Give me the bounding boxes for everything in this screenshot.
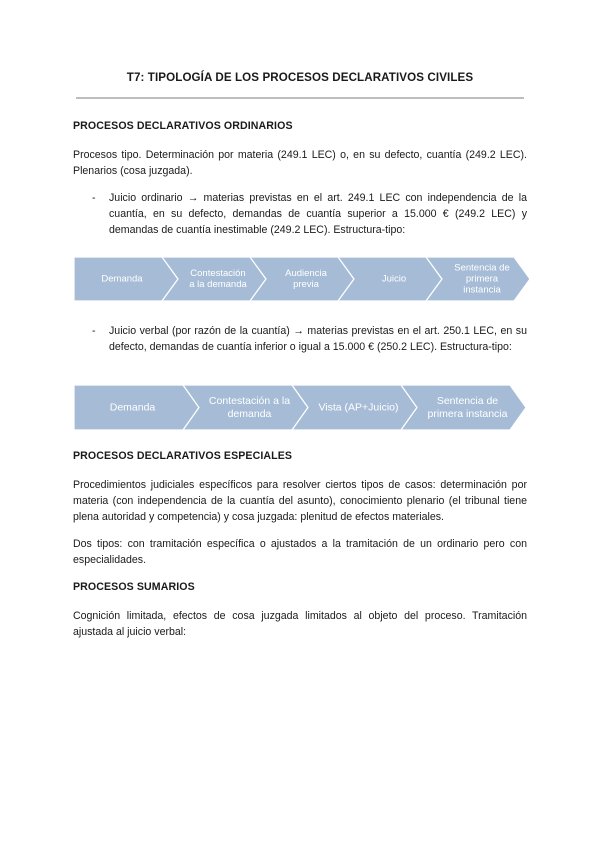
flow-step-label: Juicio xyxy=(381,273,407,285)
flow-step-label: demanda xyxy=(227,407,272,420)
flow-step xyxy=(162,257,266,301)
flow-step xyxy=(74,257,178,301)
flow-step-label: Demanda xyxy=(101,273,143,285)
sumarios-paragraph-1: Cognición limitada, efectos de cosa juzgada limitados al objeto del proceso. Tramitación ajustada al juicio verbal: xyxy=(73,610,527,638)
heading-ordinarios: PROCESOS DECLARATIVOS ORDINARIOS xyxy=(73,120,293,132)
flow-step-label: previa xyxy=(293,279,319,291)
especiales-paragraph-1: Procedimientos judiciales específicos para resolver ciertos tipos de casos: determinación por materia (con independencia de la cuantía del asunto), conocimiento plenario (el tribunal tiene plena autoridad y competencia) y cosa juzgada: plenitud de efectos materiales. xyxy=(73,479,527,523)
flow-step xyxy=(338,257,442,301)
flow-step-label: Demanda xyxy=(109,401,156,414)
list-dash: - xyxy=(92,192,96,204)
flow-step-label: primera instancia xyxy=(427,407,508,420)
flow-step-label: Contestación a la xyxy=(208,394,291,407)
flow-step-label: primera xyxy=(465,273,499,285)
flow-step xyxy=(250,257,354,301)
flow-step xyxy=(74,385,199,430)
list-item-text: Juicio verbal (por razón de la cuantía) → materias previstas en el art. 250.1 LEC, en su defecto, demandas de cuantía inferior o igual a 15.000 € (250.2 LEC). Estructura-tipo: xyxy=(109,325,527,353)
flow-diagram-ordinario xyxy=(74,257,530,301)
flow-step xyxy=(401,385,526,430)
flow-juicio-verbal xyxy=(74,385,526,430)
flow-juicio-ordinario xyxy=(74,257,530,301)
heading-sumarios: PROCESOS SUMARIOS xyxy=(73,581,195,593)
flow-step-label: Audiencia xyxy=(285,268,327,280)
flow-step-label: Sentencia de xyxy=(454,262,510,274)
flow-step xyxy=(426,257,530,301)
heading-especiales: PROCESOS DECLARATIVOS ESPECIALES xyxy=(73,450,293,462)
flow-step-label: a la demanda xyxy=(189,279,247,291)
flow-step xyxy=(183,385,308,430)
flow-diagram-verbal xyxy=(74,385,526,430)
list-item-text: Juicio ordinario → materias previstas en el art. 249.1 LEC con independencia de la cuantía, en su defecto, demandas de cuantía superior a 15.000 € (249.2 LEC) y demandas de cuantía inestimable (249.2 LEC). Estructura-tipo: xyxy=(109,192,527,236)
flow-step-label: Vista (AP+Juicio) xyxy=(318,401,399,414)
list-dash: - xyxy=(92,325,96,337)
flow-step-label: instancia xyxy=(463,284,501,296)
flow-step-label: Sentencia de xyxy=(436,394,499,407)
flow-step-label: Contestación xyxy=(190,268,246,280)
especiales-paragraph-2: Dos tipos: con tramitación específica o ajustados a la tramitación de un ordinario pero con especialidades. xyxy=(73,538,527,566)
title-divider xyxy=(76,97,524,99)
ordinarios-intro: Procesos tipo. Determinación por materia (249.1 LEC) o, en su defecto, cuantía (249.2 LEC). Plenarios (cosa juzgada). xyxy=(73,149,527,177)
page-title: T7: TIPOLOGÍA DE LOS PROCESOS DECLARATIVOS CIVILES xyxy=(126,71,474,84)
flow-step xyxy=(292,385,417,430)
